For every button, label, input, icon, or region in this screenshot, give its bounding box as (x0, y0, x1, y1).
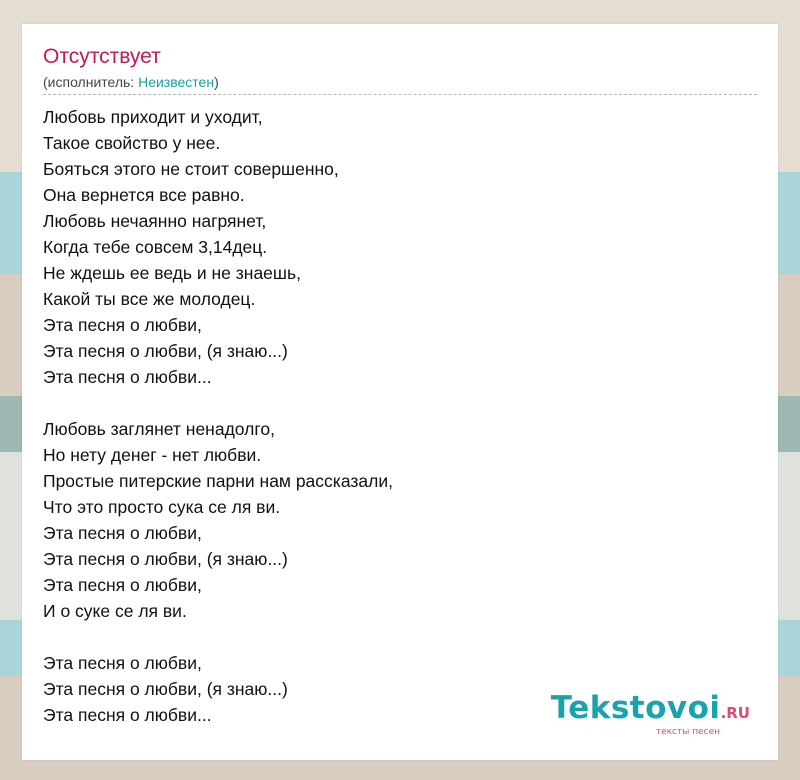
lyric-line: Какой ты все же молодец. (43, 289, 256, 309)
logo-name: Tekstovoi (550, 690, 721, 726)
lyric-line: Она вернется все равно. (43, 185, 245, 205)
lyric-line: Любовь нечаянно нагрянет, (43, 211, 267, 231)
lyric-line: Эта песня о любви, (43, 523, 202, 543)
site-logo[interactable] (540, 691, 750, 738)
lyric-line: Но нету денег - нет любви. (43, 445, 262, 465)
lyric-line: Не ждешь ее ведь и не знаешь, (43, 263, 301, 283)
lyrics-text (43, 104, 743, 728)
lyric-blank-line (43, 624, 743, 650)
lyric-line: Эта песня о любви, (43, 575, 202, 595)
lyric-line: Эта песня о любви, (я знаю...) (43, 679, 288, 699)
lyric-line: Когда тебе совсем 3,14дец. (43, 237, 268, 257)
artist-prefix: (исполнитель: (43, 74, 139, 90)
artist-suffix: ) (214, 74, 219, 90)
logo-tld: .RU (720, 704, 750, 722)
lyric-blank-line (43, 390, 743, 416)
lyric-line: Любовь заглянет ненадолго, (43, 419, 275, 439)
lyrics-card (22, 24, 778, 760)
lyric-line: Эта песня о любви, (43, 315, 202, 335)
lyric-line: Такое свойство у нее. (43, 133, 221, 153)
logo-wordmark (540, 691, 750, 730)
lyric-line: И о суке се ля ви. (43, 601, 187, 621)
song-title: Отсутствует (43, 45, 161, 68)
lyric-line: Эта песня о любви, (43, 653, 202, 673)
lyric-line: Бояться этого не стоит совершенно, (43, 159, 339, 179)
lyric-line: Эта песня о любви, (я знаю...) (43, 549, 288, 569)
lyric-line: Любовь приходит и уходит, (43, 107, 263, 127)
lyric-line: Простые питерские парни нам рассказали, (43, 471, 393, 491)
divider (43, 94, 757, 95)
artist-link[interactable]: Неизвестен (138, 74, 215, 90)
lyric-line: Что это просто сука се ля ви. (43, 497, 281, 517)
lyric-line: Эта песня о любви, (я знаю...) (43, 341, 288, 361)
logo-tagline: тексты песен (655, 727, 720, 737)
lyric-line: Эта песня о любви... (43, 705, 212, 725)
artist-line (43, 73, 219, 91)
lyric-line: Эта песня о любви... (43, 367, 212, 387)
